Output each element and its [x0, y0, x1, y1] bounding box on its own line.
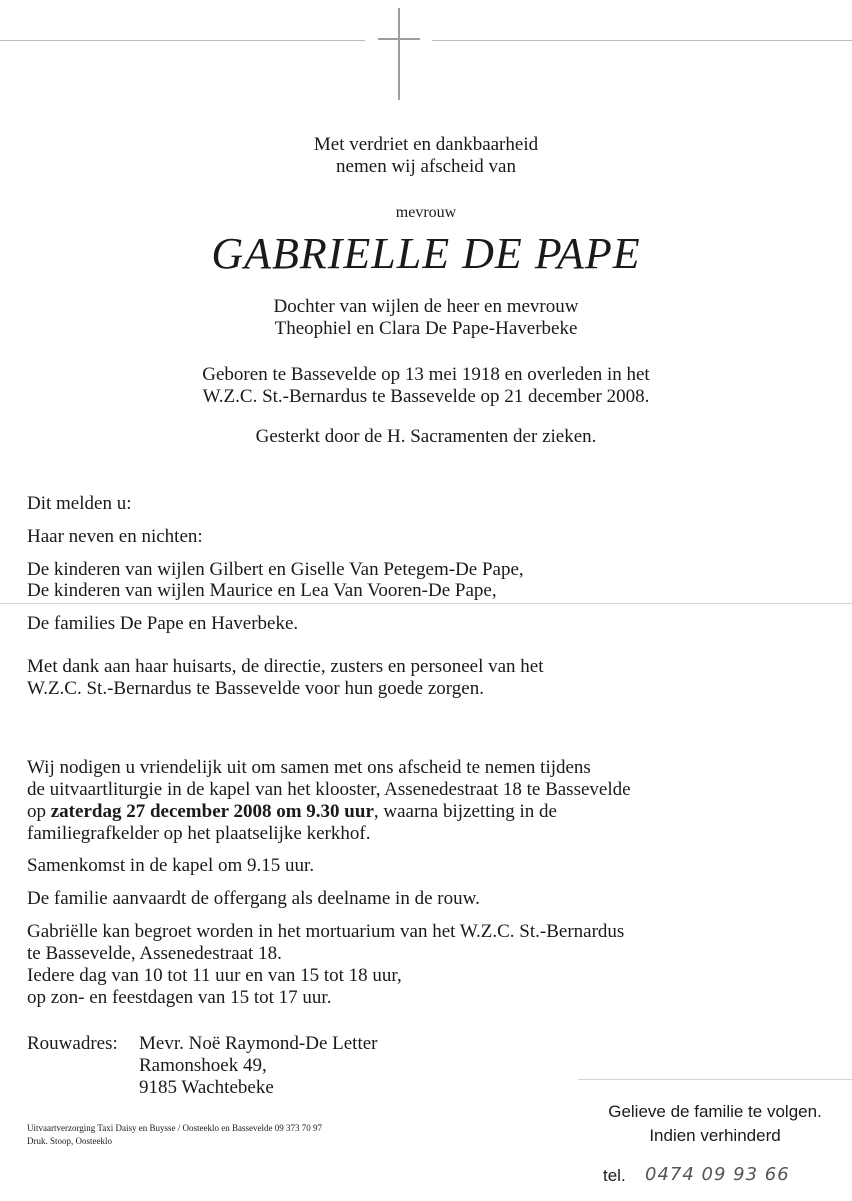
- salutation: mevrouw: [395, 204, 457, 221]
- top-rule-right: [432, 40, 852, 41]
- thanks-line-2: W.Z.C. St.-Bernardus te Bassevelde voor hun goede zorgen.: [27, 678, 484, 699]
- top-rule-left: [0, 40, 365, 41]
- birth-death-line-1: Geboren te Bassevelde op 13 mei 1918 en overleden in het: [202, 364, 650, 385]
- invitation-line-1: Wij nodigen u vriendelijk uit om samen met ons afscheid te nemen tijdens: [27, 757, 591, 778]
- mourning-address-city: 9185 Wachtebeke: [139, 1077, 274, 1098]
- invitation-line-3-post: , waarna bijzetting in de: [373, 801, 557, 822]
- invitation-line-3-pre: op: [27, 801, 51, 822]
- birth-death-line-2: W.Z.C. St.-Bernardus te Bassevelde op 21 december 2008.: [202, 386, 650, 407]
- thanks-line-1: Met dank aan haar huisarts, de directie, zusters en personeel van het: [27, 656, 544, 677]
- undertaker-credit: Uitvaartverzorging Taxi Daisy en Buysse / Oosteeklo en Bassevelde 09 373 70 97: [27, 1123, 322, 1133]
- sacraments-line: Gesterkt door de H. Sacramenten der zieken.: [255, 426, 597, 447]
- parents-line-2: Theophiel en Clara De Pape-Haverbeke: [274, 318, 578, 339]
- fold-line: [0, 603, 852, 604]
- invitation-line-2: de uitvaartliturgie in de kapel van het klooster, Assenedestraat 18 te Bassevelde: [27, 779, 631, 800]
- note-tel-label: tel.: [603, 1166, 626, 1185]
- parents-line-1: Dochter van wijlen de heer en mevrouw: [273, 296, 579, 317]
- deceased-name: GABRIELLE DE PAPE: [211, 229, 641, 278]
- cross-vertical-bar: [398, 8, 400, 100]
- mourning-address-street: Ramonshoek 49,: [139, 1055, 267, 1076]
- funeral-date-time: zaterdag 27 december 2008 om 9.30 uur: [50, 801, 374, 822]
- mourning-address-label: Rouwadres:: [27, 1033, 118, 1054]
- visitation-line-3: Iedere dag van 10 tot 11 uur en van 15 tot 18 uur,: [27, 965, 402, 986]
- offering-line: De familie aanvaardt de offergang als deelname in de rouw.: [27, 888, 480, 909]
- invitation-line-4: familiegrafkelder op het plaatselijke kerkhof.: [27, 823, 371, 844]
- intro-line-1: Met verdriet en dankbaarheid: [313, 134, 539, 155]
- visitation-line-4: op zon- en feestdagen van 15 tot 17 uur.: [27, 987, 332, 1008]
- relative-line-2: De kinderen van wijlen Maurice en Lea Van Vooren-De Pape,: [27, 580, 497, 601]
- relatives-heading: Haar neven en nichten:: [27, 526, 203, 547]
- note-edge: [578, 1079, 852, 1080]
- note-line-1: Gelieve de familie te volgen.: [608, 1102, 822, 1121]
- intro-line-2: nemen wij afscheid van: [336, 156, 516, 177]
- visitation-line-1: Gabriëlle kan begroet worden in het mortuarium van het W.Z.C. St.-Bernardus: [27, 921, 625, 942]
- relative-line-1: De kinderen van wijlen Gilbert en Giselle Van Petegem-De Pape,: [27, 559, 524, 580]
- note-tel-number: 0474 09 93 66: [645, 1164, 790, 1185]
- families-line: De families De Pape en Haverbeke.: [27, 613, 299, 634]
- cross-horizontal-bar: [378, 38, 420, 40]
- invitation-line-3: [27, 801, 557, 823]
- visitation-line-2: te Bassevelde, Assenedestraat 18.: [27, 943, 282, 964]
- gathering-line: Samenkomst in de kapel om 9.15 uur.: [27, 855, 315, 876]
- announcement-intro: Dit melden u:: [27, 493, 132, 514]
- printer-credit: Druk. Stoop, Oosteeklo: [27, 1136, 112, 1146]
- mourning-address-name: Mevr. Noë Raymond-De Letter: [139, 1033, 378, 1054]
- note-line-2: Indien verhinderd: [649, 1126, 781, 1145]
